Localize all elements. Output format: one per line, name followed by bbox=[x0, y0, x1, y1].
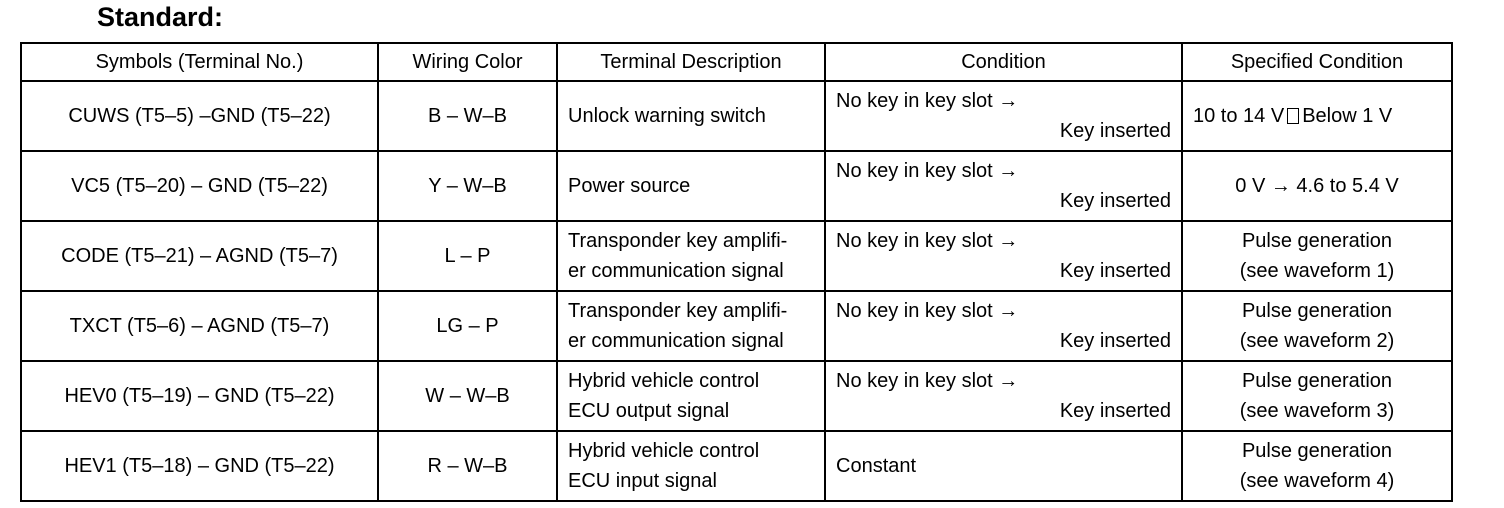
spec-line: (see waveform 1) bbox=[1239, 260, 1395, 282]
wiring-color-cell: LG – P bbox=[378, 291, 557, 361]
table-row bbox=[21, 361, 1452, 431]
wiring-color-cell: L – P bbox=[378, 221, 557, 291]
page-title: Standard: bbox=[97, 2, 224, 32]
specified-condition-cell bbox=[1182, 221, 1452, 291]
column-header-symbols: Symbols (Terminal No.) bbox=[21, 43, 378, 81]
condition-line: No key in key slot → bbox=[836, 160, 1019, 182]
wiring-color-cell: R – W–B bbox=[378, 431, 557, 501]
table-row bbox=[21, 81, 1452, 151]
table-row bbox=[21, 291, 1452, 361]
terminal-description-cell bbox=[557, 361, 825, 431]
description-line: er communication signal bbox=[568, 260, 784, 282]
condition-line: Key inserted bbox=[1059, 120, 1171, 142]
symbol-cell: CODE (T5–21) – AGND (T5–7) bbox=[21, 221, 378, 291]
condition-cell bbox=[825, 291, 1182, 361]
wiring-color-cell: Y – W–B bbox=[378, 151, 557, 221]
terminal-description-cell bbox=[557, 151, 825, 221]
column-header-terminal-description: Terminal Description bbox=[557, 43, 825, 81]
condition-line: No key in key slot → bbox=[836, 370, 1019, 392]
terminal-spec-table bbox=[20, 42, 1453, 502]
specified-condition-cell bbox=[1182, 81, 1452, 151]
specified-condition-cell bbox=[1182, 291, 1452, 361]
specified-condition-cell bbox=[1182, 361, 1452, 431]
terminal-description-cell bbox=[557, 221, 825, 291]
description-line: Hybrid vehicle control bbox=[568, 440, 760, 462]
wiring-color-cell: B – W–B bbox=[378, 81, 557, 151]
condition-line: No key in key slot → bbox=[836, 300, 1019, 322]
description-line: Hybrid vehicle control bbox=[568, 370, 760, 392]
wiring-color-cell: W – W–B bbox=[378, 361, 557, 431]
spec-line: Pulse generation bbox=[1241, 300, 1393, 322]
symbol-cell: VC5 (T5–20) – GND (T5–22) bbox=[21, 151, 378, 221]
specified-condition-cell bbox=[1182, 151, 1452, 221]
spec-value: 10 to 14 V bbox=[1193, 105, 1285, 127]
description-line: ECU output signal bbox=[568, 400, 730, 422]
condition-line: Key inserted bbox=[1059, 190, 1171, 212]
description-line: Transponder key amplifi- bbox=[568, 300, 788, 322]
symbol-cell: TXCT (T5–6) – AGND (T5–7) bbox=[21, 291, 378, 361]
table-row bbox=[21, 151, 1452, 221]
spec-line: (see waveform 2) bbox=[1239, 330, 1395, 352]
spec-line: (see waveform 3) bbox=[1239, 400, 1395, 422]
spec-line: (see waveform 4) bbox=[1239, 470, 1395, 492]
spec-value: Below 1 V bbox=[1302, 105, 1393, 127]
description-line: er communication signal bbox=[568, 330, 784, 352]
table-row bbox=[21, 431, 1452, 501]
condition-line: Key inserted bbox=[1059, 330, 1171, 352]
condition-line: Key inserted bbox=[1059, 400, 1171, 422]
condition-line: No key in key slot → bbox=[836, 90, 1019, 112]
symbol-cell: HEV1 (T5–18) – GND (T5–22) bbox=[21, 431, 378, 501]
condition-cell bbox=[825, 81, 1182, 151]
terminal-description-cell bbox=[557, 81, 825, 151]
spec-line: Pulse generation bbox=[1241, 230, 1393, 252]
symbol-cell: HEV0 (T5–19) – GND (T5–22) bbox=[21, 361, 378, 431]
column-header-specified-condition: Specified Condition bbox=[1182, 43, 1452, 81]
description-line: Power source bbox=[568, 175, 691, 197]
condition-line: No key in key slot → bbox=[836, 230, 1019, 252]
column-header-condition: Condition bbox=[825, 43, 1182, 81]
terminal-description-cell bbox=[557, 431, 825, 501]
description-line: Unlock warning switch bbox=[568, 105, 766, 127]
column-header-wiring-color: Wiring Color bbox=[378, 43, 557, 81]
spec-line: Pulse generation bbox=[1241, 370, 1393, 392]
spec-line: Pulse generation bbox=[1241, 440, 1393, 462]
table-row bbox=[21, 221, 1452, 291]
condition-cell bbox=[825, 151, 1182, 221]
condition-cell: Constant bbox=[825, 431, 1182, 501]
condition-cell bbox=[825, 361, 1182, 431]
terminal-description-cell bbox=[557, 291, 825, 361]
description-line: Transponder key amplifi- bbox=[568, 230, 788, 252]
missing-glyph-icon bbox=[1287, 108, 1299, 124]
condition-line: Key inserted bbox=[1059, 260, 1171, 282]
table-header-row bbox=[21, 43, 1452, 81]
condition-cell bbox=[825, 221, 1182, 291]
specified-condition-cell bbox=[1182, 431, 1452, 501]
description-line: ECU input signal bbox=[568, 470, 717, 492]
symbol-cell: CUWS (T5–5) –GND (T5–22) bbox=[21, 81, 378, 151]
spec-line: 0 V → 4.6 to 5.4 V bbox=[1235, 175, 1399, 197]
